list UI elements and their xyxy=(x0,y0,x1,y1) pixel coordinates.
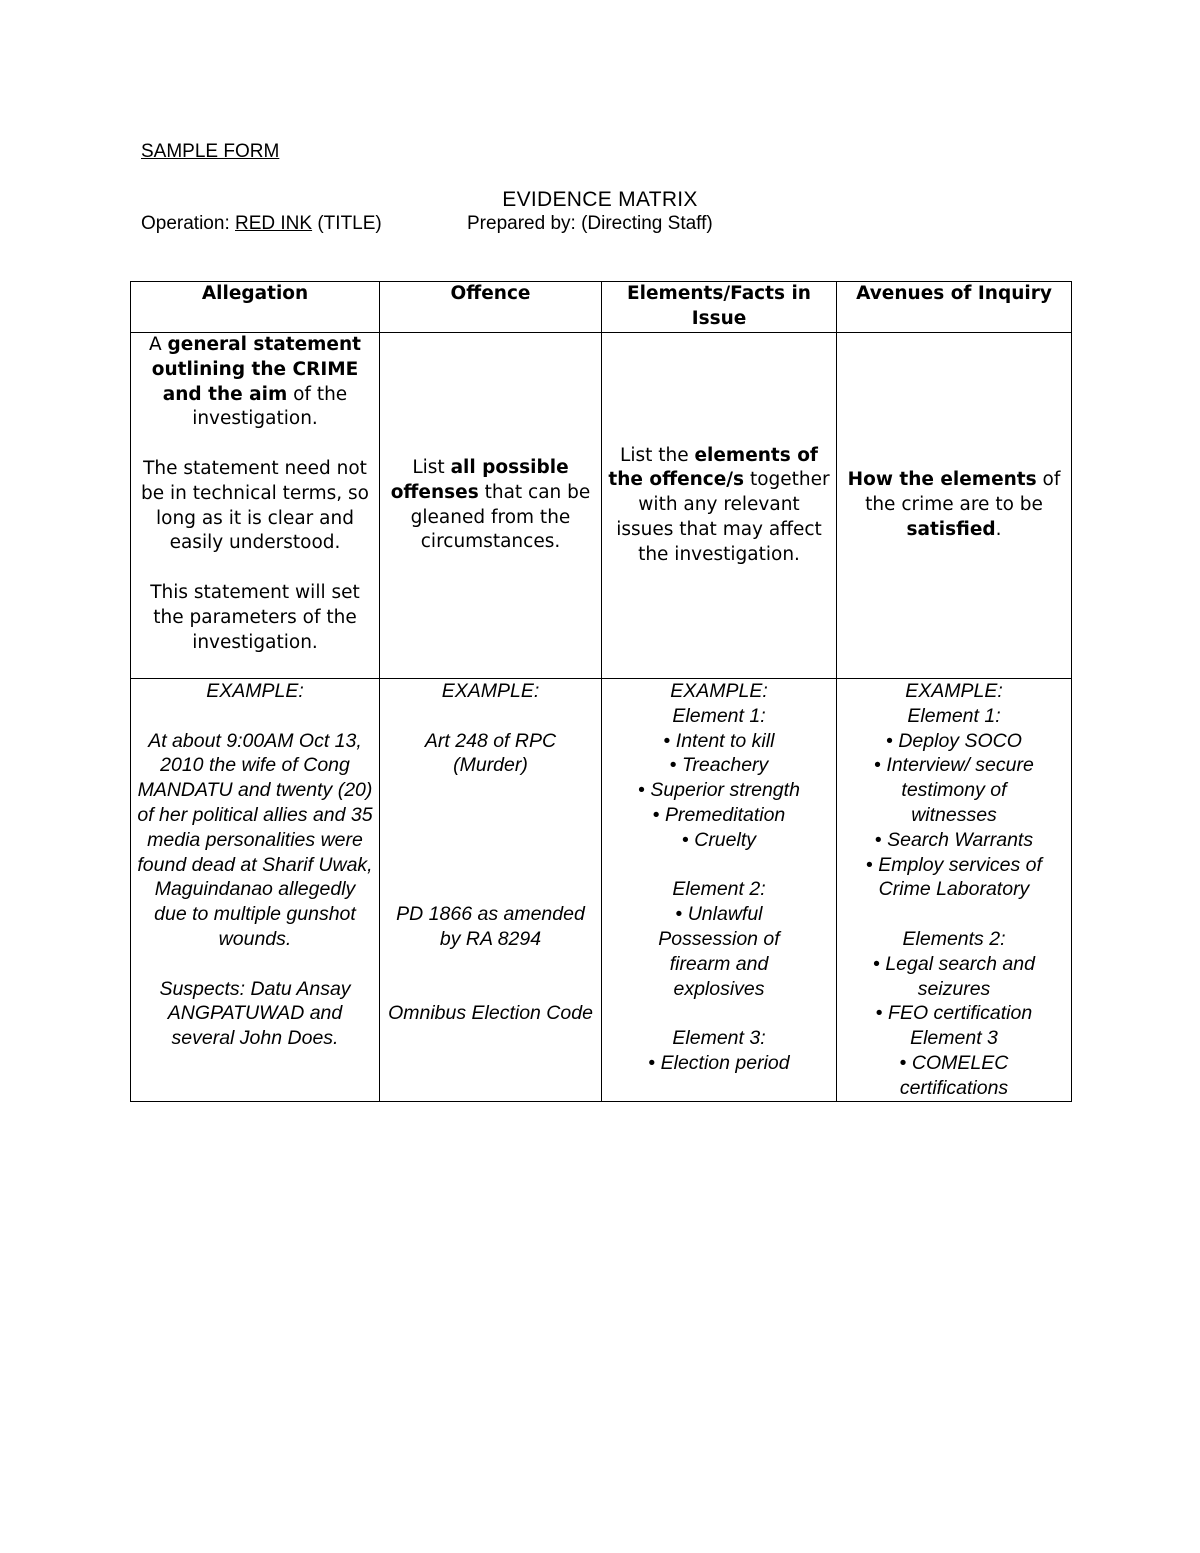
operation-name: RED INK xyxy=(235,213,313,234)
evidence-matrix-table xyxy=(130,281,1072,1102)
text-bold: How the elements xyxy=(847,469,1037,491)
text-bold: general statement outlining the CRIME and the aim xyxy=(151,334,361,405)
list-item: • FEO certification xyxy=(847,1001,1061,1026)
column-header-offence: Offence xyxy=(380,282,602,333)
column-header-avenues: Avenues of Inquiry xyxy=(837,282,1072,333)
spacer xyxy=(386,952,595,1002)
spacer xyxy=(386,778,595,902)
list-item: • Superior strength xyxy=(612,778,826,803)
list-item: • Employ services of Crime Laboratory xyxy=(847,853,1061,903)
text: that can be gleaned from the circumstances. xyxy=(410,481,591,553)
list-item: • Cruelty xyxy=(612,828,826,853)
example-label: EXAMPLE: xyxy=(670,680,768,702)
list-item: • Legal search and seizures xyxy=(847,952,1061,1002)
text: together with any relevant issues that may affect the investigation. xyxy=(616,469,830,565)
spacer xyxy=(137,432,373,457)
operation-line xyxy=(141,213,382,235)
list-item: • Premeditation xyxy=(612,803,826,828)
element-1-label: Element 1: xyxy=(672,704,766,727)
element-2-label: Element 2: xyxy=(672,878,766,901)
text: List xyxy=(412,456,451,478)
allegation-example xyxy=(131,679,380,1102)
offence-2: PD 1866 as amended by RA 8294 xyxy=(396,903,585,950)
example-label: EXAMPLE: xyxy=(441,680,540,702)
allegation-description xyxy=(131,333,380,679)
spacer xyxy=(137,704,373,729)
operation-suffix: (TITLE) xyxy=(312,213,382,234)
text: . xyxy=(995,518,1002,540)
spacer xyxy=(386,704,595,729)
example-label: EXAMPLE: xyxy=(206,680,304,702)
element-3-label: Element 3: xyxy=(672,1027,766,1050)
element-1-label: Element 1: xyxy=(907,704,1001,727)
example-suspects: Suspects: Datu Ansay ANGPATUWAD and several John Does. xyxy=(159,977,351,1050)
text-bold: satisfied xyxy=(906,518,996,540)
list-item: • Election period xyxy=(612,1051,826,1076)
example-label: EXAMPLE: xyxy=(905,680,1003,702)
allegation-desc-p1 xyxy=(137,333,373,432)
spacer xyxy=(612,853,826,878)
elements-example xyxy=(602,679,837,1102)
list-item: • Unlawful Possession of firearm and explosives xyxy=(612,902,826,1001)
elements-description xyxy=(602,333,837,679)
list-item: • Interview/ secure testimony of witnesses xyxy=(847,753,1061,827)
spacer xyxy=(137,556,373,581)
element-2-label: Elements 2: xyxy=(902,927,1006,950)
offence-description xyxy=(380,333,602,679)
sample-form-label: SAMPLE FORM xyxy=(141,141,280,162)
column-header-elements: Elements/Facts in Issue xyxy=(602,282,837,333)
list-item: • Deploy SOCO xyxy=(847,729,1061,754)
table-header-row xyxy=(131,282,1072,333)
spacer xyxy=(137,952,373,977)
column-header-allegation: Allegation xyxy=(131,282,380,333)
list-item: • COMELEC certifications xyxy=(847,1051,1061,1101)
document-title: EVIDENCE MATRIX xyxy=(502,188,698,211)
text: List the xyxy=(620,444,695,466)
text: of the crime are to be xyxy=(865,469,1061,516)
spacer xyxy=(612,1001,826,1026)
operation-label: Operation: xyxy=(141,213,235,234)
list-item: • Treachery xyxy=(612,753,826,778)
avenues-description xyxy=(837,333,1072,679)
example-narrative: At about 9:00AM Oct 13, 2010 the wife of Cong MANDATU and twenty (20) of her political allies and 35 media personalities were found dead at Sharif Uwak, Maguindanao allegedly due to multiple gunshot wounds. xyxy=(137,729,373,950)
text-bold: elements of the offence/s xyxy=(608,444,818,491)
list-item: • Search Warrants xyxy=(847,828,1061,853)
element-3-label: Element 3 xyxy=(910,1027,998,1050)
text: of the investigation. xyxy=(192,383,348,430)
text-bold: all possible offenses xyxy=(390,456,569,503)
example-row xyxy=(131,679,1072,1102)
text: A xyxy=(148,334,168,355)
offence-1: Art 248 of RPC (Murder) xyxy=(424,729,557,777)
offence-3: Omnibus Election Code xyxy=(388,1002,593,1025)
allegation-desc-p3: This statement will set the parameters of the investigation. xyxy=(150,581,360,653)
list-item: • Intent to kill xyxy=(612,729,826,754)
spacer xyxy=(847,902,1061,927)
prepared-by: Prepared by: (Directing Staff) xyxy=(467,213,713,234)
allegation-desc-p2: The statement need not be in technical terms, so long as it is clear and easily understood. xyxy=(141,457,369,554)
offence-example xyxy=(380,679,602,1102)
description-row xyxy=(131,333,1072,679)
avenues-example xyxy=(837,679,1072,1102)
